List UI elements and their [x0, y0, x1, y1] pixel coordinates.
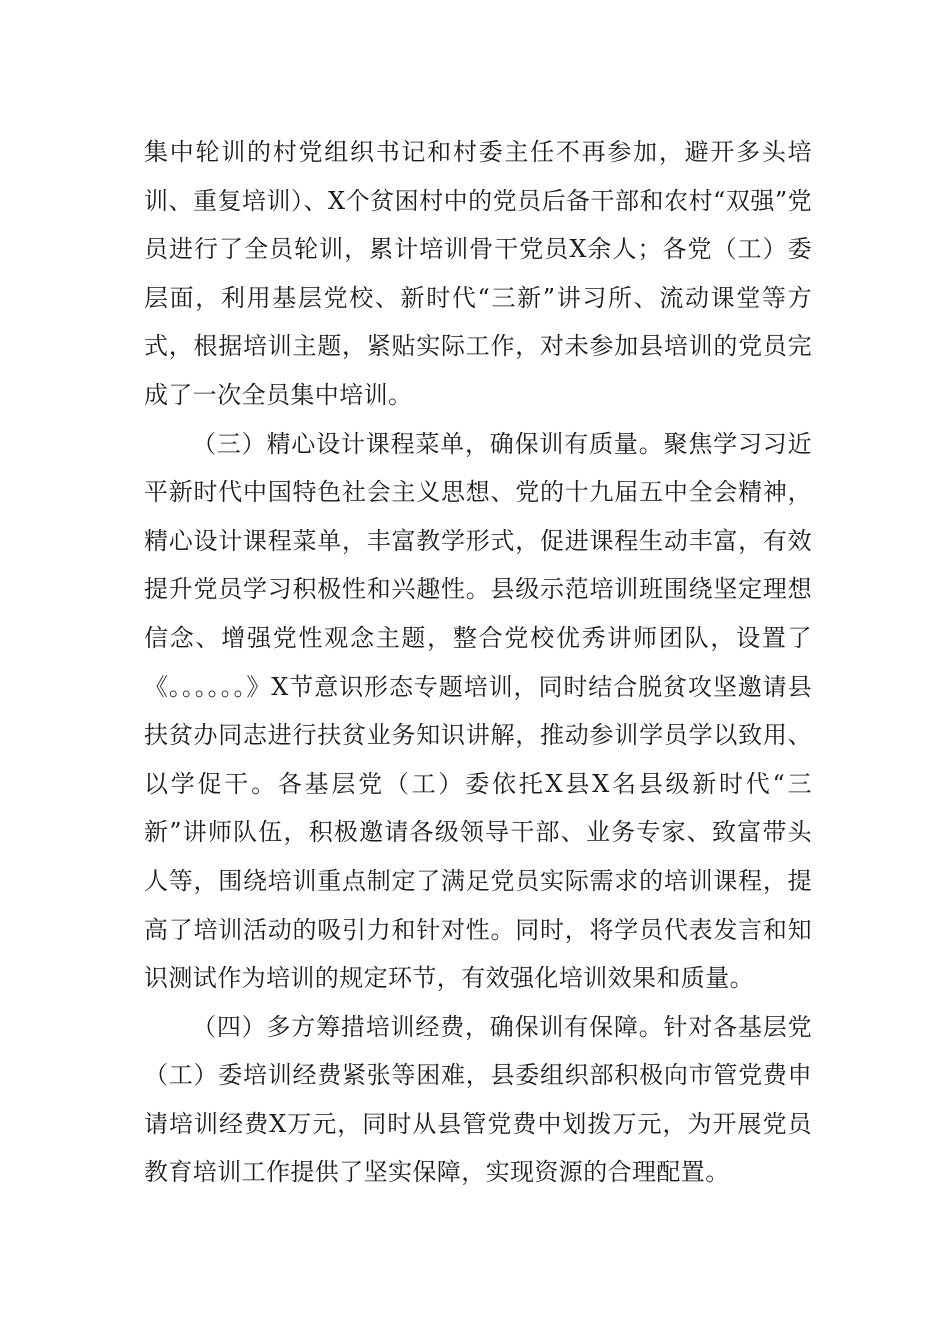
paragraph-section-four: （四）多方筹措培训经费，确保训有保障。针对各基层党（工）委培训经费紧张等困难，县委组织部积极向市管党费申请培训经费X万元，同时从县管党费中划拨万元，为开展党员教育培训工作提供了坚实保障，实现资源的合理配置。 [144, 1012, 812, 1187]
paragraph-continuation: 集中轮训的村党组织书记和村委主任不再参加，避开多头培训、重复培训）、X个贫困村中的党员后备干部和农村“双强”党员进行了全员轮训，累计培训骨干党员X余人；各党（工）委层面，利用基层党校、新时代“三新”讲习所、流动课堂等方式，根据培训主题，紧贴实际工作，对未参加县培训的党员完成了一次全员集中培训。 [144, 138, 812, 409]
document-body [144, 128, 812, 1197]
paragraph-section-three: （三）精心设计课程菜单，确保训有质量。聚焦学习习近平新时代中国特色社会主义思想、党的十九届五中全会精神，精心设计课程菜单，丰富教学形式，促进课程生动丰富，有效提升党员学习积极性和兴趣性。县级示范培训班围绕坚定理想信念、增强党性观念主题，整合党校优秀讲师团队，设置了《。。。。。。》X节意识形态专题培训，同时结合脱贫攻坚邀请县扶贫办同志进行扶贫业务知识讲解，推动参训学员学以致用、以学促干。各基层党（工）委依托X县X名县级新时代“三新”讲师队伍，积极邀请各级领导干部、业务专家、致富带头人等，围绕培训重点制定了满足党员实际需求的培训课程，提高了培训活动的吸引力和针对性。同时，将学员代表发言和知识测试作为培训的规定环节，有效强化培训效果和质量。 [144, 429, 812, 993]
